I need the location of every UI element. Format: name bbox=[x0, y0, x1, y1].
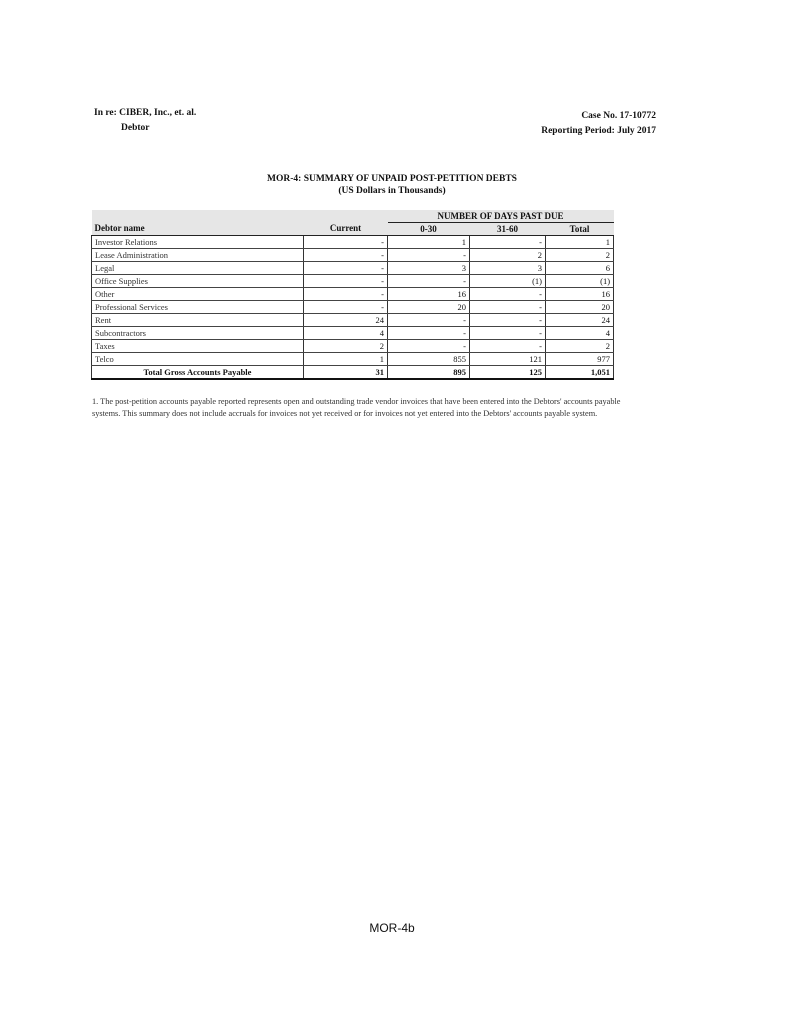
table-row bbox=[92, 275, 614, 288]
row-current: 1 bbox=[304, 353, 388, 366]
row-total: 4 bbox=[546, 327, 614, 340]
row-total: 2 bbox=[546, 249, 614, 262]
row-0-30: 1 bbox=[388, 236, 470, 249]
row-debtor-name: Professional Services bbox=[92, 301, 304, 314]
table-row bbox=[92, 236, 614, 249]
table-row bbox=[92, 327, 614, 340]
row-total: 20 bbox=[546, 301, 614, 314]
total-row-label: Total Gross Accounts Payable bbox=[92, 366, 304, 380]
row-31-60: - bbox=[470, 314, 546, 327]
row-debtor-name: Telco bbox=[92, 353, 304, 366]
row-current: 4 bbox=[304, 327, 388, 340]
row-current: - bbox=[304, 275, 388, 288]
col-header-debtor-name: Debtor name bbox=[92, 223, 304, 236]
row-debtor-name: Office Supplies bbox=[92, 275, 304, 288]
row-0-30: 855 bbox=[388, 353, 470, 366]
table-row bbox=[92, 301, 614, 314]
case-number: Case No. 17-10772 bbox=[581, 111, 656, 121]
total-row bbox=[92, 366, 614, 380]
row-0-30: 16 bbox=[388, 288, 470, 301]
row-0-30: - bbox=[388, 327, 470, 340]
row-debtor-name: Subcontractors bbox=[92, 327, 304, 340]
case-caption bbox=[94, 106, 196, 136]
table-row bbox=[92, 262, 614, 275]
row-31-60: 121 bbox=[470, 353, 546, 366]
table-row bbox=[92, 340, 614, 353]
table-row bbox=[92, 288, 614, 301]
group-header-spacer bbox=[304, 210, 388, 223]
row-total: 977 bbox=[546, 353, 614, 366]
report-title: MOR-4: SUMMARY OF UNPAID POST-PETITION DEBTS bbox=[267, 174, 517, 184]
row-31-60: - bbox=[470, 301, 546, 314]
col-header-31-60: 31-60 bbox=[470, 223, 546, 236]
row-0-30: - bbox=[388, 340, 470, 353]
col-header-0-30: 0-30 bbox=[388, 223, 470, 236]
row-31-60: 3 bbox=[470, 262, 546, 275]
row-current: - bbox=[304, 288, 388, 301]
row-debtor-name: Rent bbox=[92, 314, 304, 327]
row-total: 24 bbox=[546, 314, 614, 327]
row-total: 16 bbox=[546, 288, 614, 301]
table-row bbox=[92, 249, 614, 262]
row-31-60: - bbox=[470, 236, 546, 249]
row-31-60: - bbox=[470, 340, 546, 353]
col-header-current: Current bbox=[304, 223, 388, 236]
reporting-period: Reporting Period: July 2017 bbox=[541, 126, 656, 136]
total-0-30: 895 bbox=[388, 366, 470, 380]
table-row bbox=[92, 353, 614, 366]
row-debtor-name: Taxes bbox=[92, 340, 304, 353]
page-footer: MOR-4b bbox=[369, 921, 415, 935]
unpaid-debts-table bbox=[91, 210, 614, 380]
col-header-total: Total bbox=[546, 223, 614, 236]
total-total: 1,051 bbox=[546, 366, 614, 380]
footnote: 1. The post-petition accounts payable reported represents open and outstanding trade vendor invoices that have been entered into the Debtors' accounts payable systems. This summary does not include accruals for invoices not yet received or for invoices not yet entered into the Debtors' accounts payable system. bbox=[92, 397, 621, 418]
total-31-60: 125 bbox=[470, 366, 546, 380]
table-row bbox=[92, 314, 614, 327]
row-current: 24 bbox=[304, 314, 388, 327]
row-debtor-name: Lease Administration bbox=[92, 249, 304, 262]
row-31-60: (1) bbox=[470, 275, 546, 288]
in-re-line: In re: CIBER, Inc., et. al. bbox=[94, 108, 197, 118]
row-total: (1) bbox=[546, 275, 614, 288]
row-31-60: - bbox=[470, 288, 546, 301]
row-current: - bbox=[304, 301, 388, 314]
total-current: 31 bbox=[304, 366, 388, 380]
row-0-30: - bbox=[388, 249, 470, 262]
row-debtor-name: Investor Relations bbox=[92, 236, 304, 249]
group-header-spacer bbox=[92, 210, 304, 223]
row-31-60: - bbox=[470, 327, 546, 340]
row-current: - bbox=[304, 262, 388, 275]
report-title-block bbox=[0, 173, 784, 197]
row-current: - bbox=[304, 236, 388, 249]
row-total: 6 bbox=[546, 262, 614, 275]
case-info bbox=[541, 109, 656, 139]
row-0-30: 3 bbox=[388, 262, 470, 275]
row-total: 1 bbox=[546, 236, 614, 249]
days-past-due-header: NUMBER OF DAYS PAST DUE bbox=[388, 210, 614, 223]
row-total: 2 bbox=[546, 340, 614, 353]
row-debtor-name: Legal bbox=[92, 262, 304, 275]
debtor-label: Debtor bbox=[121, 123, 150, 133]
row-0-30: 20 bbox=[388, 301, 470, 314]
row-31-60: 2 bbox=[470, 249, 546, 262]
row-current: 2 bbox=[304, 340, 388, 353]
row-0-30: - bbox=[388, 275, 470, 288]
row-debtor-name: Other bbox=[92, 288, 304, 301]
table-body bbox=[92, 236, 614, 366]
report-subtitle: (US Dollars in Thousands) bbox=[338, 186, 446, 196]
row-0-30: - bbox=[388, 314, 470, 327]
row-current: - bbox=[304, 249, 388, 262]
